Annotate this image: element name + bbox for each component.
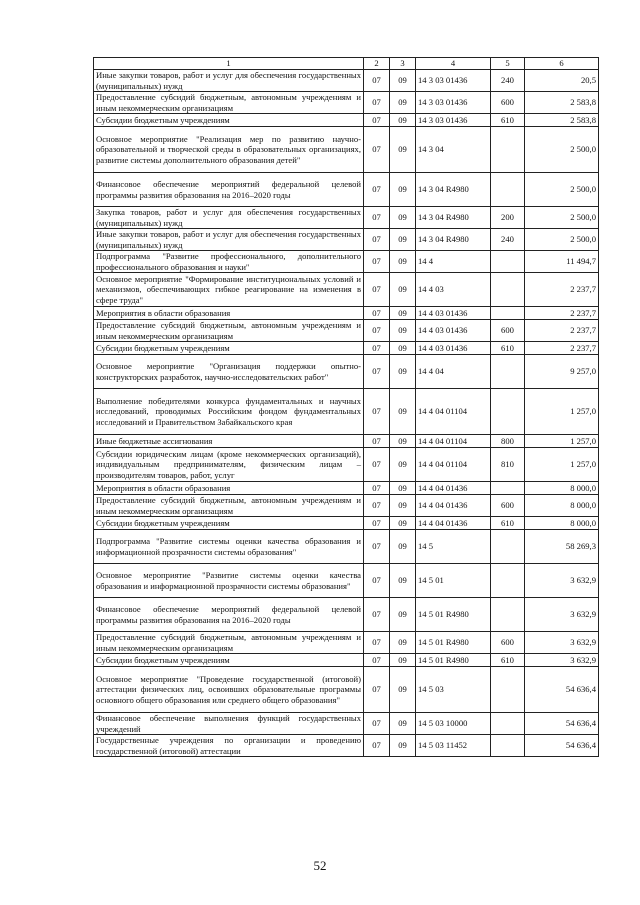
cell-name: Предоставление субсидий бюджетным, автономным учреждениям и иным некоммерческим организациям bbox=[94, 320, 364, 342]
table-row bbox=[94, 448, 599, 482]
cell-expense-type: 810 bbox=[491, 448, 525, 482]
cell-name: Основное мероприятие "Развитие системы оценки качества образования и информационной прозрачности системы образования" bbox=[94, 564, 364, 598]
cell-target-article: 14 3 03 01436 bbox=[416, 70, 491, 92]
cell-name: Финансовое обеспечение мероприятий федеральной целевой программы развития образования на 2016–2020 годы bbox=[94, 598, 364, 632]
header-cell-subsection: 3 bbox=[390, 58, 416, 70]
cell-name: Предоставление субсидий бюджетным, автономным учреждениям и иным некоммерческим организациям bbox=[94, 92, 364, 114]
cell-section: 07 bbox=[364, 517, 390, 530]
table-row bbox=[94, 320, 599, 342]
cell-name: Субсидии бюджетным учреждениям bbox=[94, 654, 364, 667]
cell-target-article: 14 3 03 01436 bbox=[416, 92, 491, 114]
cell-name: Основное мероприятие "Организация поддержки опытно-конструкторских разработок, научно-исследовательских работ" bbox=[94, 355, 364, 389]
cell-subsection: 09 bbox=[390, 389, 416, 435]
cell-subsection: 09 bbox=[390, 482, 416, 495]
cell-subsection: 09 bbox=[390, 735, 416, 757]
cell-expense-type bbox=[491, 598, 525, 632]
cell-target-article: 14 5 03 10000 bbox=[416, 713, 491, 735]
cell-amount: 2 237,7 bbox=[525, 320, 599, 342]
cell-expense-type: 800 bbox=[491, 435, 525, 448]
cell-subsection: 09 bbox=[390, 355, 416, 389]
table-row bbox=[94, 342, 599, 355]
cell-target-article: 14 4 03 01436 bbox=[416, 342, 491, 355]
table-row bbox=[94, 307, 599, 320]
cell-name: Субсидии бюджетным учреждениям bbox=[94, 114, 364, 127]
cell-section: 07 bbox=[364, 251, 390, 273]
cell-section: 07 bbox=[364, 389, 390, 435]
header-cell-target-article: 4 bbox=[416, 58, 491, 70]
cell-subsection: 09 bbox=[390, 448, 416, 482]
cell-subsection: 09 bbox=[390, 435, 416, 448]
cell-name: Иные закупки товаров, работ и услуг для обеспечения государственных (муниципальных) нужд bbox=[94, 70, 364, 92]
cell-section: 07 bbox=[364, 530, 390, 564]
cell-expense-type bbox=[491, 273, 525, 307]
cell-amount: 2 237,7 bbox=[525, 273, 599, 307]
cell-amount: 1 257,0 bbox=[525, 435, 599, 448]
cell-subsection: 09 bbox=[390, 307, 416, 320]
cell-amount: 2 500,0 bbox=[525, 127, 599, 173]
table-body bbox=[94, 70, 599, 757]
table-row bbox=[94, 251, 599, 273]
cell-target-article: 14 5 01 R4980 bbox=[416, 632, 491, 654]
cell-section: 07 bbox=[364, 667, 390, 713]
cell-subsection: 09 bbox=[390, 114, 416, 127]
table-row bbox=[94, 713, 599, 735]
cell-name: Субсидии бюджетным учреждениям bbox=[94, 342, 364, 355]
header-cell-section: 2 bbox=[364, 58, 390, 70]
table-row bbox=[94, 517, 599, 530]
cell-subsection: 09 bbox=[390, 342, 416, 355]
table-row bbox=[94, 735, 599, 757]
cell-section: 07 bbox=[364, 320, 390, 342]
cell-section: 07 bbox=[364, 435, 390, 448]
cell-amount: 2 583,8 bbox=[525, 114, 599, 127]
cell-expense-type: 200 bbox=[491, 207, 525, 229]
cell-target-article: 14 5 01 R4980 bbox=[416, 654, 491, 667]
table-row bbox=[94, 229, 599, 251]
cell-amount: 3 632,9 bbox=[525, 654, 599, 667]
cell-name: Основное мероприятие "Проведение государственной (итоговой) аттестации физических лиц, освоивших образовательные программы основного общего образования или среднего общего образования" bbox=[94, 667, 364, 713]
table-row bbox=[94, 435, 599, 448]
cell-target-article: 14 4 04 bbox=[416, 355, 491, 389]
cell-amount: 3 632,9 bbox=[525, 598, 599, 632]
cell-subsection: 09 bbox=[390, 92, 416, 114]
cell-section: 07 bbox=[364, 632, 390, 654]
cell-section: 07 bbox=[364, 307, 390, 320]
cell-expense-type bbox=[491, 530, 525, 564]
cell-name: Субсидии юридическим лицам (кроме некоммерческих организаций), индивидуальным предпринимателям, физическим лицам – производителям товаров, работ, услуг bbox=[94, 448, 364, 482]
cell-name: Основное мероприятие "Формирование институциональных условий и механизмов, обеспечивающих гибкое реагирование на изменения в сфере труда" bbox=[94, 273, 364, 307]
table-row bbox=[94, 70, 599, 92]
budget-table bbox=[93, 57, 599, 757]
cell-expense-type: 610 bbox=[491, 114, 525, 127]
cell-expense-type: 240 bbox=[491, 70, 525, 92]
cell-expense-type bbox=[491, 251, 525, 273]
cell-amount: 2 500,0 bbox=[525, 173, 599, 207]
cell-target-article: 14 5 03 11452 bbox=[416, 735, 491, 757]
cell-subsection: 09 bbox=[390, 530, 416, 564]
cell-expense-type bbox=[491, 127, 525, 173]
cell-amount: 54 636,4 bbox=[525, 713, 599, 735]
header-cell-expense-type: 5 bbox=[491, 58, 525, 70]
cell-amount: 9 257,0 bbox=[525, 355, 599, 389]
cell-amount: 2 500,0 bbox=[525, 207, 599, 229]
cell-section: 07 bbox=[364, 114, 390, 127]
cell-amount: 3 632,9 bbox=[525, 564, 599, 598]
cell-section: 07 bbox=[364, 173, 390, 207]
cell-target-article: 14 4 03 01436 bbox=[416, 320, 491, 342]
cell-amount: 3 632,9 bbox=[525, 632, 599, 654]
table-row bbox=[94, 632, 599, 654]
cell-name: Предоставление субсидий бюджетным, автономным учреждениям и иным некоммерческим организациям bbox=[94, 495, 364, 517]
cell-section: 07 bbox=[364, 127, 390, 173]
cell-amount: 20,5 bbox=[525, 70, 599, 92]
cell-subsection: 09 bbox=[390, 70, 416, 92]
cell-section: 07 bbox=[364, 229, 390, 251]
header-cell-amount: 6 bbox=[525, 58, 599, 70]
cell-name: Мероприятия в области образования bbox=[94, 307, 364, 320]
cell-subsection: 09 bbox=[390, 127, 416, 173]
cell-target-article: 14 4 04 01104 bbox=[416, 389, 491, 435]
cell-name: Закупка товаров, работ и услуг для обеспечения государственных (муниципальных) нужд bbox=[94, 207, 364, 229]
cell-section: 07 bbox=[364, 70, 390, 92]
table-row bbox=[94, 654, 599, 667]
table-row bbox=[94, 389, 599, 435]
cell-expense-type bbox=[491, 564, 525, 598]
cell-name: Иные закупки товаров, работ и услуг для обеспечения государственных (муниципальных) нужд bbox=[94, 229, 364, 251]
cell-target-article: 14 5 03 bbox=[416, 667, 491, 713]
cell-section: 07 bbox=[364, 273, 390, 307]
header-cell-name: 1 bbox=[94, 58, 364, 70]
table-row bbox=[94, 598, 599, 632]
cell-section: 07 bbox=[364, 598, 390, 632]
cell-amount: 2 237,7 bbox=[525, 342, 599, 355]
cell-name: Основное мероприятие "Реализация мер по развитию научно-образовательной и творческой среды в образовательных организациях, развитие системы дополнительного образования детей" bbox=[94, 127, 364, 173]
cell-expense-type: 600 bbox=[491, 92, 525, 114]
cell-section: 07 bbox=[364, 355, 390, 389]
cell-target-article: 14 3 04 R4980 bbox=[416, 173, 491, 207]
cell-amount: 54 636,4 bbox=[525, 735, 599, 757]
cell-target-article: 14 4 04 01436 bbox=[416, 495, 491, 517]
cell-target-article: 14 3 03 01436 bbox=[416, 114, 491, 127]
cell-name: Субсидии бюджетным учреждениям bbox=[94, 517, 364, 530]
cell-subsection: 09 bbox=[390, 173, 416, 207]
cell-name: Мероприятия в области образования bbox=[94, 482, 364, 495]
cell-name: Выполнение победителями конкурса фундаментальных и научных исследований, проводимых Российским фондом фундаментальных исследований и Правительством Забайкальского края bbox=[94, 389, 364, 435]
cell-expense-type: 610 bbox=[491, 342, 525, 355]
cell-amount: 2 500,0 bbox=[525, 229, 599, 251]
cell-expense-type: 600 bbox=[491, 320, 525, 342]
cell-name: Финансовое обеспечение выполнения функций государственных учреждений bbox=[94, 713, 364, 735]
cell-expense-type bbox=[491, 173, 525, 207]
cell-target-article: 14 4 03 bbox=[416, 273, 491, 307]
cell-target-article: 14 5 01 bbox=[416, 564, 491, 598]
cell-amount: 8 000,0 bbox=[525, 482, 599, 495]
cell-amount: 8 000,0 bbox=[525, 517, 599, 530]
cell-section: 07 bbox=[364, 482, 390, 495]
cell-subsection: 09 bbox=[390, 320, 416, 342]
cell-section: 07 bbox=[364, 342, 390, 355]
cell-name: Предоставление субсидий бюджетным, автономным учреждениям и иным некоммерческим организациям bbox=[94, 632, 364, 654]
cell-expense-type bbox=[491, 307, 525, 320]
cell-name: Подпрограмма "Развитие профессионального, дополнительного профессионального образования и науки" bbox=[94, 251, 364, 273]
cell-subsection: 09 bbox=[390, 273, 416, 307]
header-row bbox=[94, 58, 599, 70]
cell-name: Финансовое обеспечение мероприятий федеральной целевой программы развития образования на 2016–2020 годы bbox=[94, 173, 364, 207]
cell-amount: 58 269,3 bbox=[525, 530, 599, 564]
table-row bbox=[94, 173, 599, 207]
table-row bbox=[94, 114, 599, 127]
cell-target-article: 14 3 04 R4980 bbox=[416, 207, 491, 229]
cell-target-article: 14 5 01 R4980 bbox=[416, 598, 491, 632]
cell-amount: 1 257,0 bbox=[525, 448, 599, 482]
cell-subsection: 09 bbox=[390, 632, 416, 654]
cell-expense-type: 610 bbox=[491, 517, 525, 530]
cell-section: 07 bbox=[364, 207, 390, 229]
cell-expense-type: 240 bbox=[491, 229, 525, 251]
cell-subsection: 09 bbox=[390, 517, 416, 530]
cell-section: 07 bbox=[364, 735, 390, 757]
table-row bbox=[94, 564, 599, 598]
table-row bbox=[94, 92, 599, 114]
cell-expense-type bbox=[491, 667, 525, 713]
cell-expense-type bbox=[491, 355, 525, 389]
cell-target-article: 14 5 bbox=[416, 530, 491, 564]
cell-section: 07 bbox=[364, 92, 390, 114]
cell-name: Иные бюджетные ассигнования bbox=[94, 435, 364, 448]
cell-target-article: 14 4 bbox=[416, 251, 491, 273]
cell-section: 07 bbox=[364, 448, 390, 482]
table-row bbox=[94, 530, 599, 564]
cell-expense-type: 610 bbox=[491, 654, 525, 667]
cell-target-article: 14 4 03 01436 bbox=[416, 307, 491, 320]
cell-target-article: 14 4 04 01104 bbox=[416, 448, 491, 482]
cell-section: 07 bbox=[364, 654, 390, 667]
cell-subsection: 09 bbox=[390, 713, 416, 735]
table-row bbox=[94, 495, 599, 517]
cell-expense-type: 600 bbox=[491, 495, 525, 517]
page-number: 52 bbox=[313, 858, 327, 873]
cell-name: Подпрограмма "Развитие системы оценки качества образования и информационной прозрачности системы образования" bbox=[94, 530, 364, 564]
cell-amount: 11 494,7 bbox=[525, 251, 599, 273]
cell-subsection: 09 bbox=[390, 564, 416, 598]
cell-expense-type bbox=[491, 482, 525, 495]
cell-expense-type: 600 bbox=[491, 632, 525, 654]
table-row bbox=[94, 207, 599, 229]
cell-target-article: 14 4 04 01436 bbox=[416, 482, 491, 495]
cell-amount: 2 237,7 bbox=[525, 307, 599, 320]
cell-expense-type bbox=[491, 389, 525, 435]
cell-subsection: 09 bbox=[390, 667, 416, 713]
cell-section: 07 bbox=[364, 495, 390, 517]
cell-expense-type bbox=[491, 735, 525, 757]
cell-amount: 54 636,4 bbox=[525, 667, 599, 713]
cell-target-article: 14 4 04 01104 bbox=[416, 435, 491, 448]
cell-subsection: 09 bbox=[390, 251, 416, 273]
cell-amount: 8 000,0 bbox=[525, 495, 599, 517]
cell-target-article: 14 4 04 01436 bbox=[416, 517, 491, 530]
table-row bbox=[94, 127, 599, 173]
cell-target-article: 14 3 04 bbox=[416, 127, 491, 173]
cell-target-article: 14 3 04 R4980 bbox=[416, 229, 491, 251]
cell-section: 07 bbox=[364, 713, 390, 735]
cell-subsection: 09 bbox=[390, 207, 416, 229]
table-row bbox=[94, 482, 599, 495]
cell-section: 07 bbox=[364, 564, 390, 598]
cell-subsection: 09 bbox=[390, 598, 416, 632]
cell-subsection: 09 bbox=[390, 229, 416, 251]
cell-subsection: 09 bbox=[390, 495, 416, 517]
cell-amount: 1 257,0 bbox=[525, 389, 599, 435]
table-row bbox=[94, 273, 599, 307]
cell-expense-type bbox=[491, 713, 525, 735]
cell-subsection: 09 bbox=[390, 654, 416, 667]
cell-name: Государственные учреждения по организации и проведению государственной (итоговой) аттестации bbox=[94, 735, 364, 757]
table-row bbox=[94, 355, 599, 389]
table-row bbox=[94, 667, 599, 713]
cell-amount: 2 583,8 bbox=[525, 92, 599, 114]
